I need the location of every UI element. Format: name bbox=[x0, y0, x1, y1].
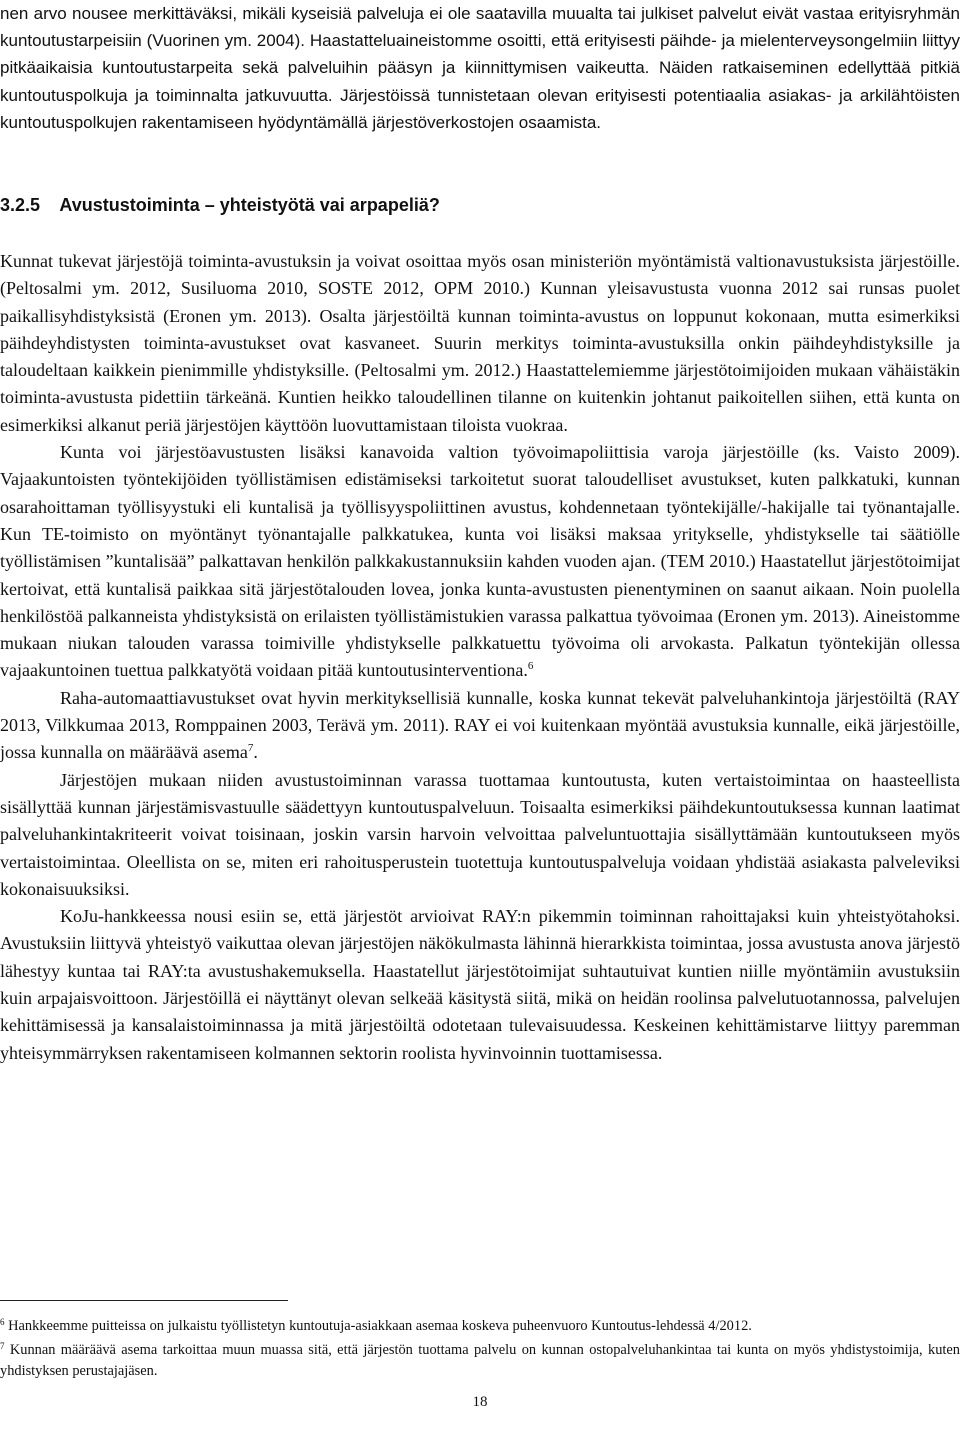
footnote-6 bbox=[0, 1316, 960, 1337]
page-number: 18 bbox=[472, 1394, 488, 1410]
footnote-text: Hankkeemme puitteissa on julkaistu työllistetyn kuntoutuja-asiakkaan asemaa koskeva puheenvuoro Kuntoutus-lehdessä 4/2012. bbox=[8, 1318, 752, 1334]
body-paragraph-2 bbox=[0, 439, 960, 685]
body-paragraph-4: Järjestöjen mukaan niiden avustustoiminnan varassa tuottamaa kuntoutusta, kuten vertaistoimintaa on haasteellista sisällyttää kunnan järjestämisvastuulle säädettyyn kuntoutuspalveluun. Toisaalta esimerkiksi päihdekuntoutuksessa kunnan laatimat palveluhankintakriteerit voivat toisinaan, joskin varsin harvoin velvoittaa palveluntuottajia sisällyttämään kuntoutukseen myös vertaistoimintaa. Oleellista on se, miten eri rahoitusperustein tuotettuja kuntoutuspalveluja voidaan yhdistää asiakasta palveleviksi kokonaisuuksiksi. bbox=[0, 769, 960, 899]
footnote-ref-7[interactable]: 7 bbox=[247, 742, 254, 755]
footnote-ref-6[interactable]: 6 bbox=[527, 660, 534, 673]
footnote-number: 7 bbox=[0, 1341, 5, 1351]
body-paragraph-3 bbox=[0, 685, 960, 767]
body-paragraph-5: KoJu-hankkeessa nousi esiin se, että järjestöt arvioivat RAY:n pikemmin toiminnan rahoittajaksi kuin yhteistyötahoksi. Avustuksiin liittyvä yhteistyö vaikuttaa olevan järjestöjen näkökulmasta lähinnä hierarkkista toimintaa, jossa avustusta anova järjestö lähestyy kuntaa tai RAY:ta avustushakemuksella. Haastatellut järjestötoimijat suhtautuivat kuntien niille myöntämiin avustuksiin kuin arpajaisvoittoon. Järjestöillä ei näyttänyt olevan selkeää käsitystä siitä, mikä on heidän roolinsa palvelutuotannossa, palvelujen kehittämisessä ja kansalaistoiminnassa ja mitä järjestöiltä odotetaan tulevaisuudessa. Keskeinen kehittämistarve liittyy paremman yhteisymmärryksen rakentamiseen kolmannen sektorin roolista hyvinvoinnin tuottamisessa. bbox=[0, 906, 960, 1063]
section-title: Avustustoiminta – yhteistyötä vai arpapeliä? bbox=[59, 195, 440, 215]
footnotes bbox=[0, 1316, 960, 1385]
body-paragraph-1: Kunnat tukevat järjestöjä toiminta-avustuksin ja voivat osoittaa myös osan ministeriön myöntämistä valtionavustuksista järjestöille. (Peltosalmi ym. 2012, Susiluoma 2010, SOSTE 2012, OPM 2010.) Kunnan yleisavustusta vuonna 2012 sai runsas puolet paikallisyhdistyksistä (Eronen ym. 2013). Osalta järjestöiltä kunnan toiminta-avustus on loppunut kokonaan, mutta esimerkiksi päihdeyhdistysten toiminta-avustukset ovat kasvaneet. Suurin merkitys toiminta-avustuksilla onkin päihdeyhdistyksille ja taloudeltaan kaikkein pienimmille yhdistyksille. (Peltosalmi ym. 2012.) Haastattelemiemme järjestötoimijoiden mukaan vähäistäkin toiminta-avustusta pidettiin tärkeänä. Kuntien heikko taloudellinen tilanne on kuitenkin johtanut paikoitellen siihen, että kunta on esimerkiksi alkanut periä järjestöjen käyttöön luovuttamistaan tiloista vuokraa. bbox=[0, 251, 960, 435]
body-paragraph-2-text: Kunta voi järjestöavustusten lisäksi kanavoida valtion työvoimapoliittisia varoja järjestöille (ks. Vaisto 2009). Vajaakuntoisten työntekijöiden työllistämisen edistämiseksi tarkoitetut suorat taloudelliset avustukset, kuten palkkatuki, kunnan osarahoittaman työllisyystuki eli kuntalisä ja työllisyyspoliittinen avustus, kohdennetaan työntekijälle/-hakijalle tai työnantajalle. Kun TE-toimisto on myöntänyt työnantajalle palkkatukea, kunta voi lisäksi maksaa yritykselle, yhdistykselle tai säätiölle työllistämisen ”kuntalisää” palkattavan henkilön palkkakustannuksiin kahden vuoden ajan. (TEM 2010.) Haastatellut järjestötoimijat kertoivat, että kuntalisä paikkaa sitä järjestötalouden lovea, jonka kunta-avustusten pienentyminen on saanut aikaan. Noin puolella henkilöstöä palkanneista yhdistyksistä on erilaisten työllistämistukien varassa palkattua työvoimaa (Eronen ym. 2013). Aineistomme mukaan niukan talouden varassa toimiville yhdistykselle palkkatuettu työvoima oli arvokasta. Palkatun työntekijän ollessa vajaakuntoinen tuettua palkkatyötä voidaan pitää kuntoutusinterventiona. bbox=[0, 442, 960, 681]
section-number: 3.2.5 bbox=[0, 195, 41, 215]
footnote-number: 6 bbox=[0, 1317, 5, 1327]
body-paragraph-3-end: . bbox=[253, 742, 258, 763]
intro-paragraph: nen arvo nousee merkittäväksi, mikäli kyseisiä palveluja ei ole saatavilla muualta tai julkiset palvelut eivät vastaa erityisryhmän kuntoutustarpeisiin (Vuorinen ym. 2004). Haastatteluaineistomme osoitti, että erityisesti päihde- ja mielenterveysongelmiin liittyy pitkäaikaisia kuntoutustarpeita sekä palveluihin pääsyn ja kiinnittymisen vaikeutta. Näiden ratkaiseminen edellyttää pitkiä kuntoutuspolkuja ja toiminnalta jatkuvuutta. Järjestöissä tunnistetaan olevan erityisesti potentiaalia asiakas- ja arkilähtöisten kuntoutuspolkujen rakentamiseen hyödyntämällä järjestöverkostojen osaamista. bbox=[0, 4, 960, 132]
footnote-7 bbox=[0, 1340, 960, 1382]
section-body bbox=[0, 248, 960, 1067]
footnote-separator bbox=[0, 1300, 288, 1301]
footnote-text: Kunnan määräävä asema tarkoittaa muun muassa sitä, että järjestön tuottama palvelu on kunnan ostopalveluhankintaa tai kunta on myös yhdistystoimija, kuten yhdistyksen perustajajäsen. bbox=[0, 1342, 960, 1379]
section-heading bbox=[0, 193, 440, 217]
body-paragraph-3-text: Raha-automaattiavustukset ovat hyvin merkityksellisiä kunnalle, koska kunnat tekevät palveluhankintoja järjestöiltä (RAY 2013, Vilkkumaa 2013, Romppainen 2003, Terävä ym. 2011). RAY ei voi kuitenkaan myöntää avustuksia kunnalle, eikä järjestöille, jossa kunnalla on määräävä asema bbox=[0, 687, 960, 763]
